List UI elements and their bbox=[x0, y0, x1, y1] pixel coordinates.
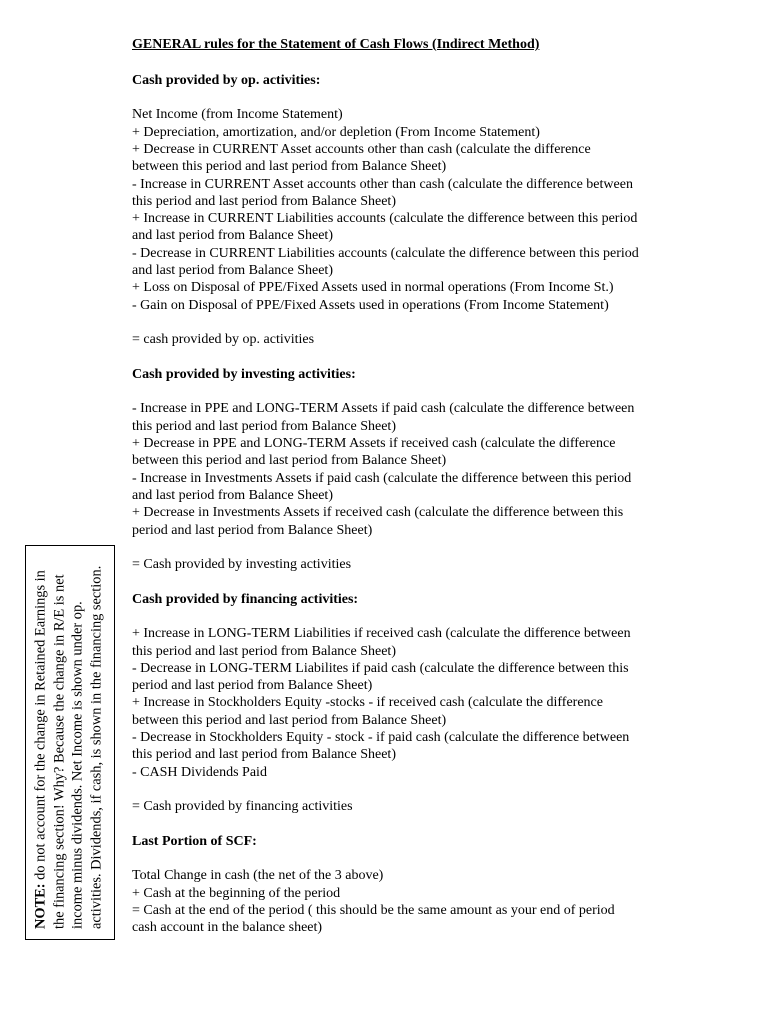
last-portion-line: cash account in the balance sheet) bbox=[132, 920, 323, 936]
financing-line: + Increase in LONG-TERM Liabilities if received cash (calculate the difference between bbox=[132, 626, 631, 642]
financing-total: = Cash provided by financing activities bbox=[132, 799, 353, 815]
investing-line: + Decrease in PPE and LONG-TERM Assets if received cash (calculate the difference bbox=[132, 436, 616, 452]
operating-line: + Loss on Disposal of PPE/Fixed Assets used in normal operations (From Income St.) bbox=[132, 280, 614, 296]
operating-line: this period and last period from Balance Sheet) bbox=[132, 193, 396, 209]
financing-heading: Cash provided by financing activities: bbox=[132, 591, 359, 607]
spacer bbox=[132, 573, 692, 590]
spacer bbox=[132, 349, 692, 366]
operating-line: between this period and last period from Balance Sheet) bbox=[132, 159, 447, 175]
note-box bbox=[25, 545, 115, 940]
financing-line: + Increase in Stockholders Equity -stocks - if received cash (calculate the difference bbox=[132, 695, 603, 711]
financing-line: between this period and last period from Balance Sheet) bbox=[132, 712, 447, 728]
spacer bbox=[132, 314, 692, 331]
investing-line: between this period and last period from Balance Sheet) bbox=[132, 453, 447, 469]
operating-line: - Decrease in CURRENT Liabilities accounts (calculate the difference between this period bbox=[132, 245, 639, 261]
spacer bbox=[132, 850, 692, 867]
last-portion-line: + Cash at the beginning of the period bbox=[132, 885, 341, 901]
operating-line: and last period from Balance Sheet) bbox=[132, 228, 333, 244]
spacer bbox=[132, 781, 692, 798]
last-portion-line: = Cash at the end of the period ( this should be the same amount as your end of period bbox=[132, 903, 615, 919]
operating-line: Net Income (from Income Statement) bbox=[132, 107, 343, 123]
last-portion-heading: Last Portion of SCF: bbox=[132, 833, 257, 849]
investing-line: + Decrease in Investments Assets if received cash (calculate the difference between this bbox=[132, 505, 624, 521]
document-title: GENERAL rules for the Statement of Cash Flows (Indirect Method) bbox=[132, 37, 540, 52]
spacer bbox=[132, 608, 692, 625]
document-body bbox=[132, 36, 692, 937]
operating-line: + Depreciation, amortization, and/or depletion (From Income Statement) bbox=[132, 124, 540, 140]
operating-line: + Increase in CURRENT Liabilities accounts (calculate the difference between this period bbox=[132, 211, 638, 227]
note-label: NOTE: bbox=[32, 883, 49, 929]
financing-line: this period and last period from Balance Sheet) bbox=[132, 747, 396, 763]
spacer bbox=[132, 539, 692, 556]
operating-line: - Increase in CURRENT Asset accounts other than cash (calculate the difference between bbox=[132, 176, 633, 192]
financing-line: this period and last period from Balance Sheet) bbox=[132, 643, 396, 659]
investing-line: and last period from Balance Sheet) bbox=[132, 487, 333, 503]
financing-line: period and last period from Balance Sheet) bbox=[132, 678, 373, 694]
investing-heading: Cash provided by investing activities: bbox=[132, 366, 356, 382]
spacer bbox=[132, 383, 692, 400]
investing-line: period and last period from Balance Sheet) bbox=[132, 522, 373, 538]
operating-total: = cash provided by op. activities bbox=[132, 332, 315, 348]
investing-line: this period and last period from Balance Sheet) bbox=[132, 418, 396, 434]
operating-line: + Decrease in CURRENT Asset accounts other than cash (calculate the difference bbox=[132, 141, 591, 157]
last-portion-line: Total Change in cash (the net of the 3 above) bbox=[132, 868, 384, 884]
investing-total: = Cash provided by investing activities bbox=[132, 557, 352, 573]
investing-line: - Increase in Investments Assets if paid cash (calculate the difference between this period bbox=[132, 470, 632, 486]
operating-heading: Cash provided by op. activities: bbox=[132, 72, 321, 88]
financing-line: - CASH Dividends Paid bbox=[132, 764, 267, 780]
note-body: do not account for the change in Retained Earnings in the financing section! Why? Because the change in R/E is net income minus dividends. Net Income is shown under op. activities. Dividends, if cash, is shown in the financing section. bbox=[32, 565, 104, 929]
note-text bbox=[29, 553, 114, 933]
financing-line: - Decrease in LONG-TERM Liabilites if paid cash (calculate the difference between this bbox=[132, 660, 629, 676]
operating-line: and last period from Balance Sheet) bbox=[132, 263, 333, 279]
spacer bbox=[132, 89, 692, 106]
operating-line: - Gain on Disposal of PPE/Fixed Assets used in operations (From Income Statement) bbox=[132, 297, 609, 313]
spacer bbox=[132, 816, 692, 833]
investing-line: - Increase in PPE and LONG-TERM Assets if paid cash (calculate the difference between bbox=[132, 401, 635, 417]
financing-line: - Decrease in Stockholders Equity - stock - if paid cash (calculate the difference between bbox=[132, 730, 630, 746]
